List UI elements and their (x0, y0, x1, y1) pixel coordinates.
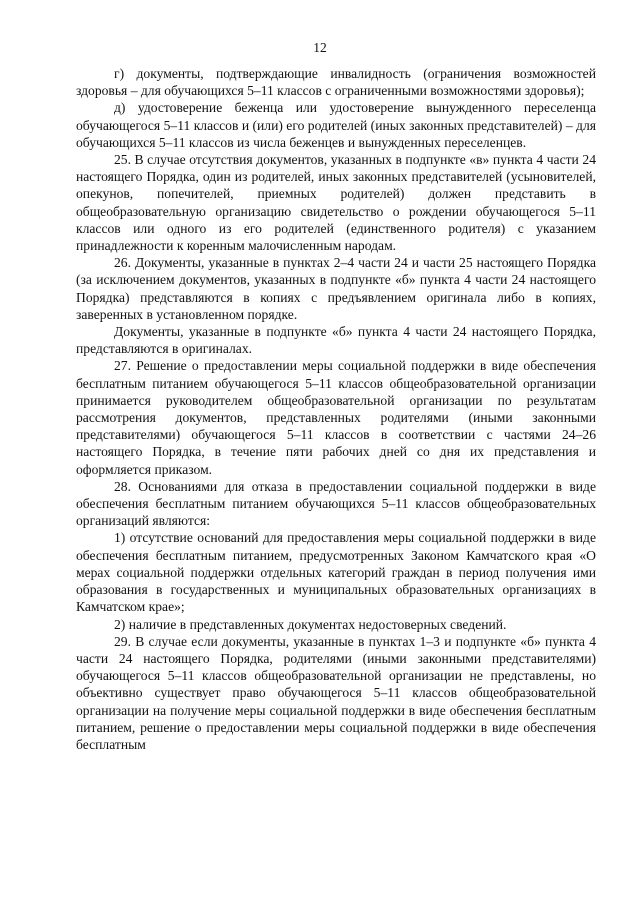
paragraph-28-item-1: 1) отсутствие оснований для предоставления меры социальной поддержки в виде обеспечения бесплатным питанием, предусмотренных Законом Камчатского края «О мерах социальной поддержки отдельных категорий граждан в период получения ими образования в государственных и муниципальных образовательных организациях в Камчатском крае»; (76, 530, 596, 615)
paragraph-item-d: д) удостоверение беженца или удостоверение вынужденного переселенца обучающегося 5–11 классов и (или) его родителей (иных законных представителей) – для обучающихся 5–11 классов из числа беженцев и вынужденных переселенцев. (76, 100, 596, 150)
paragraph-25: 25. В случае отсутствия документов, указанных в подпункте «в» пункта 4 части 24 настоящего Порядка, один из родителей, иных законных представителей (усыновителей, опекунов, попечителей, приемных родителей) должен представить в общеобразовательную организацию свидетельство о рождении обучающегося 5–11 классов или одного из его родителей (единственного родителя) с указанием принадлежности к коренным малочисленным народам. (76, 152, 596, 254)
paragraph-27: 27. Решение о предоставлении меры социальной поддержки в виде обеспечения бесплатным питанием обучающегося 5–11 классов общеобразовательной организации принимается руководителем общеобразовательной организации по результатам рассмотрения документов, представленных родителями (иными законными представителями) обучающегося 5–11 классов в соответствии с частями 24–26 настоящего Порядка, в течение пяти рабочих дней со дня их представления и оформляется приказом. (76, 358, 596, 477)
paragraph-28-item-2: 2) наличие в представленных документах недостоверных сведений. (114, 616, 507, 632)
document-body (76, 65, 596, 753)
paragraph-item-g: г) документы, подтверждающие инвалидность (ограничения возможностей здоровья – для обучающихся 5–11 классов с ограниченными возможностями здоровья); (76, 66, 596, 99)
paragraph-28: 28. Основаниями для отказа в предоставлении социальной поддержки в виде обеспечения бесплатным питанием обучающихся 5–11 классов общеобразовательных организаций являются: (76, 478, 596, 529)
page-number: 12 (313, 40, 327, 55)
paragraph-26-continuation: Документы, указанные в подпункте «б» пункта 4 части 24 настоящего Порядка, представляются в оригиналах. (76, 324, 596, 357)
paragraph-29: 29. В случае если документы, указанные в пунктах 1–3 и подпункте «б» пункта 4 части 24 настоящего Порядка, родителями (иными законными представителями) обучающегося 5–11 классов общеобразовательной организации не представлены, но объективно существует право обучающегося 5–11 классов общеобразовательной организации на получение меры социальной поддержки в виде обеспечения бесплатным питанием, решение о предоставлении меры социальной поддержки в виде обеспечения бесплатным (76, 633, 596, 752)
paragraph-26: 26. Документы, указанные в пунктах 2–4 части 24 и части 25 настоящего Порядка (за исключением документов, указанных в подпункте «б» пункта 4 части 24 настоящего Порядка) представляются в копиях с предъявлением оригинала либо в копиях, заверенных в установленном порядке. (76, 255, 596, 322)
